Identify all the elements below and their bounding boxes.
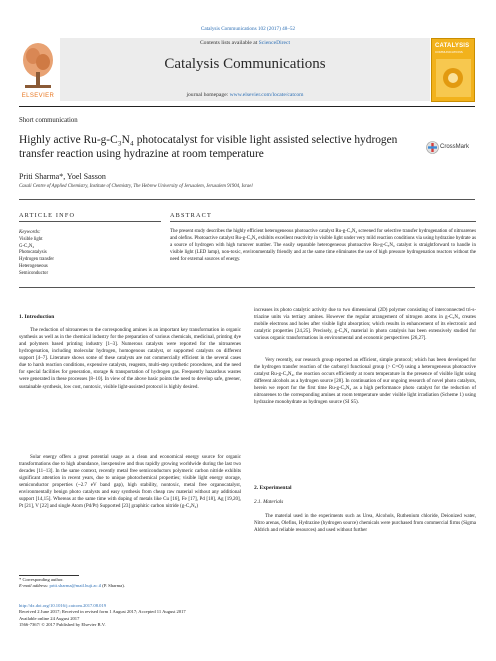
- contents-prefix: Contents lists available at: [199, 40, 259, 46]
- corresponding-note: * Corresponding author.: [19, 577, 64, 582]
- cover-artwork-icon: [436, 59, 471, 97]
- article-type: Short communication: [19, 117, 78, 124]
- body-paragraph: The material used in the experiments such as Urea, Alcohols, Ruthenium chloride, Deionized water, Nitro arenas, Olefins, Hydrazine (hydrogen source) chemicals were purchased from commercial firms (Sigma Aldrich and reliable resources) and used without further: [254, 513, 476, 534]
- elsevier-wordmark: ELSEVIER: [21, 93, 55, 99]
- publication-info: [19, 603, 319, 628]
- homepage-prefix: journal homepage:: [186, 92, 230, 98]
- keyword-item: Semiconductor: [19, 270, 49, 276]
- author-list[interactable]: Priti Sharma*, Yoel Sasson: [19, 172, 106, 181]
- email-prefix: E-mail address:: [19, 583, 50, 589]
- header-rule: [19, 106, 475, 107]
- homepage-link[interactable]: www.elsevier.com/locate/catcom: [229, 92, 304, 98]
- info-rule: [19, 221, 161, 222]
- email-suffix: (P. Sharma).: [101, 583, 125, 589]
- body-paragraph: Very recently, our research group reported an efficient, simple protocol; which has been developed for the hydrogen transfer reaction of the carbonyl functional group (> C=O) using a heterogeneous photoactive catalyst Ru-g-C₃N₄, the reaction occurs efficiently at room temperature in the presence of visible light using different alcohols as a hydrogen source [28]. In continuation of our ongoing research of novel photo catalysts, herein we report for the first time Ru-g-C₃N₄ as a high performance photo catalyst for the reduction of nitroarenes to the corresponding amines at room temperature under visible light irradiation (Scheme 1) using hydrazine monohydrate as hydrogen source (SI S5).: [254, 357, 476, 406]
- cover-subtitle: COMMUNICATIONS: [435, 50, 463, 54]
- crossmark-badge[interactable]: [426, 141, 478, 155]
- abstract-bottom-rule: [19, 287, 475, 288]
- doi-link[interactable]: http://dx.doi.org/10.1016/j.catcom.2017.08.019: [19, 603, 107, 608]
- keywords-label: Keywords:: [19, 230, 41, 235]
- copyright: 1566-7367/ © 2017 Published by Elsevier B.V.: [19, 621, 106, 627]
- article-info-heading: ARTICLE INFO: [19, 212, 76, 219]
- keyword-item: Photocatalysis: [19, 250, 47, 256]
- available-online: Available online 24 August 2017: [19, 615, 80, 621]
- footnote-rule: [19, 575, 79, 576]
- keyword-item: Visible light: [19, 237, 43, 242]
- keyword-item: Hydrogen transfer: [19, 257, 55, 263]
- subsection-heading-materials: 2.1. Materials: [254, 499, 284, 505]
- body-paragraph: The reduction of nitroarenes to the corresponding amines is an important key transformation in organic synthesis as well as in the chemical industry for the preparation of various chemicals, medicinal, printing dye and polymers based printing industry [1–3]. Numerous catalysts were reported for the nitroarenes hydrogenation, including molecular hydrogen, homogenous catalyst, or supported catalysts on different support [4–7]. Literature shows some of these catalysts are not commercially efficient in the several cases due to harsh reaction conditions, expensive catalysts, reagents, multi-step synthetic procedures, and the need for special facilities for generation, storage & transportation of hydrogen gas. Frequently hazardous wastes were generated in these processes [8–10]. In view of the above basic points the need to develop safe, greener, sustainable synthesis, low cost, nontoxic, visible light-assisted protocol is highly desired.: [19, 327, 241, 390]
- keyword-item: Heterogeneous: [19, 263, 48, 269]
- keyword-item: G-C₃N₄: [19, 243, 35, 249]
- email-line: [19, 583, 241, 589]
- journal-homepage: [60, 92, 430, 98]
- body-paragraph: increases its photo catalytic activity due to two dimensional (2D) polymer consisting of interconnected tri-s-triazine units via tertiary amines. However the regular arrangement of nitrogen atoms in g-C₃N₄ creates mobile electrons and holes after visible light absorption; which results in enhancement of its electronic and catalytic properties [24,25]. Precisely, g-C₃N₄ material in photo catalysis has been extensively studied for various organic transformations in environmental and economic perspectives [26,27].: [254, 307, 476, 342]
- sciencedirect-link[interactable]: ScienceDirect: [258, 40, 291, 46]
- section-heading-introduction: 1. Introduction: [19, 314, 55, 320]
- crossmark-icon: [426, 141, 439, 154]
- corresponding-author-footnote: [19, 577, 241, 589]
- article-title: Highly active Ru-g-C₃N₄ photocatalyst for visible light assisted selective hydrogen transfer reaction using hydrazine at room temperature: [19, 134, 398, 160]
- abstract-text: The present study describes the highly efficient heterogeneous photoactive catalyst Ru-g-C₃N₄ screened for selective transfer hydrogenation of nitroarenes and olefins. Photoactive catalyst Ru-g-C₃N₄ exhibits excellent reactivity in visible light under very mild reaction conditions via using hydrazine hydrate as a source of hydrogen with high turnover number. The easily separable heterogeneous photoactive Ru-g-C₃N₄ catalyst is straightforward to handle in visible light (LED lamp), non-toxic, environmentally friendly and at the same time eliminates the use of high pressure hydrogenation reactors without the need for external sources of energy.: [170, 229, 476, 262]
- crossmark-label: CrossMark: [440, 144, 470, 150]
- journal-title: Catalysis Communications: [164, 56, 326, 72]
- received-dates: Received 2 June 2017; Received in revised form 1 August 2017; Accepted 11 August 2017: [19, 609, 186, 615]
- section-heading-experimental: 2. Experimental: [254, 485, 292, 491]
- abstract-heading: ABSTRACT: [170, 212, 212, 219]
- journal-cover-thumbnail[interactable]: [431, 38, 475, 102]
- abstract-rule: [170, 221, 476, 222]
- cover-title: CATALYSIS: [435, 43, 470, 49]
- contents-availability: [60, 40, 430, 46]
- journal-reference[interactable]: Catalysis Communications 102 (2017) 48–52: [200, 26, 296, 32]
- email-link[interactable]: priti.sharma@mail.huji.ac.il: [49, 583, 102, 589]
- body-paragraph: Solar energy offers a great potential usage as a clean and economical energy source for organic transformations due to high abundance, inexpensive and thus rapidly growing worldwide during the last two decades [11–13]. In the same context, recently metal free semiconductors polymeric carbon nitride exhibits significant attention in recent years, due to unique photochemical properties; visible light energy storage, semiconductor properties (~2.7 eV band gap), high stability, nontoxic, metal free organocatalyst, environmentally benign photo catalysts and easy synthesis from cheap raw material without any additional support [14,15]. Whereas at the same time with doping of metals like Cu [16], Fe [17], Pd [18], Ag [19,20], Pt [21], V [22] and single Atom (Pd/Pt) Supported [23] graphitic carbon nitride (g-C₃N₄): [19, 454, 241, 510]
- elsevier-logo: [19, 38, 57, 102]
- affiliation: Casali Centre of Applied Chemistry, Institute of Chemistry, The Hebrew University of Jerusalem, Jerusalem 91904, Israel: [19, 184, 253, 189]
- title-rule: [19, 199, 475, 200]
